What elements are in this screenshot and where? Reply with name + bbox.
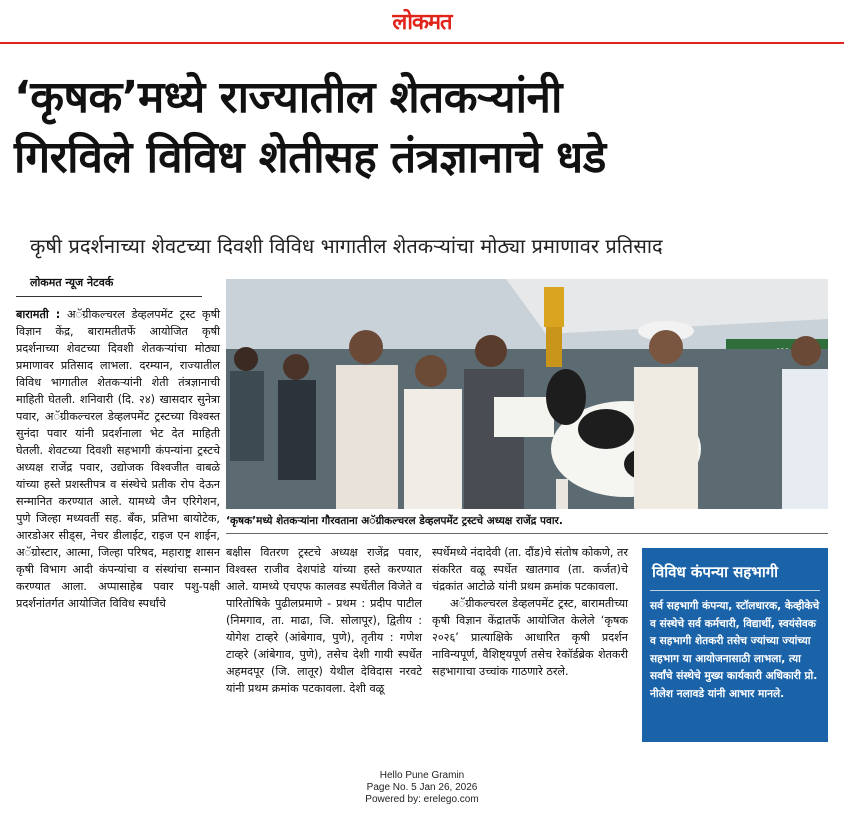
footer-page-info: Page No. 5 Jan 26, 2026 xyxy=(366,782,478,793)
page-footer xyxy=(0,770,844,806)
footer-powered-by: Powered by: erelego.com xyxy=(365,794,479,805)
headline-line-1: ‘कृषक’मध्ये राज्यातील शेतकऱ्यांनी xyxy=(14,72,562,123)
masthead xyxy=(0,0,844,40)
masthead-rule xyxy=(0,42,844,44)
dateline: बारामती : xyxy=(16,308,61,321)
article-column-3-paragraph-1: स्पर्धेमध्ये नंदादेवी (ता. दौंड)चे संतोष कोकणे, तर संकरित वळू स्पर्धेत खातगाव (ता. कर्जत)चे चंद्रकांत आटोळे यांनी प्रथम क्रमांक पटकावला. xyxy=(432,546,628,593)
byline: लोकमत न्यूज नेटवर्क xyxy=(30,276,114,289)
article-column-3 xyxy=(432,544,628,680)
headline xyxy=(14,68,834,188)
sidebar-box-rule xyxy=(650,590,820,591)
article-column-1-text: अॅग्रीकल्चरल डेव्हलपमेंट ट्रस्ट कृषी विज्ञान केंद्र, बारामतीतर्फे आयोजित कृषी प्रदर्शनाच्या शेवटच्या दिवशी शेतकऱ्यांचा मोठ्या प्रमाणावर प्रतिसाद लाभला. दरम्यान, राज्यातील विविध भागातील शेतकऱ्यांनी शेती तंत्रज्ञानाची माहिती घेतली. शनिवारी (दि. २४) खासदार सुनेत्रा पवार, अॅग्रीकल्चरल डेव्हलपमेंट ट्रस्टच्या विश्वस्त सुनंदा पवार यांनी प्रदर्शनाला भेट देत माहिती घेतली. शेवटच्या दिवशी सहभागी कंपन्यांना ट्रस्टचे अध्यक्ष राजेंद्र पवार, उद्योजक विश्वजीत वाबळे यांच्या हस्ते प्रशस्तीपत्र व संस्थेचे प्रतीक रोप देऊन सन्मानित करण्यात आले. यामध्ये जैन एरिगेशन, पुणे जिल्हा मध्यवर्ती सह. बँक, प्रतिभा बायोटेक, आरडोअर सीड्स, नेचर डीलाईट, राइज एन शाईन, अॅग्रोस्टार, आत्मा, जिल्हा परिषद, महाराष्ट्र शासन कृषी विभाग आदी कंपन्यांचा व संस्थांचा सन्मान करण्यात आला. अप्पासाहेब पवार पशु-पक्षी प्रदर्शनांतर्गत आयोजित विविध स्पर्धांचे xyxy=(16,308,221,610)
subheadline: कृषी प्रदर्शनाच्या शेवटच्या दिवशी विविध भागातील शेतकऱ्यांचा मोठ्या प्रमाणावर प्रतिसाद xyxy=(30,234,663,258)
byline-rule xyxy=(16,296,202,297)
footer-publication: Hello Pune Gramin xyxy=(379,770,465,781)
article-column-1 xyxy=(16,306,220,612)
sidebar-box xyxy=(642,548,828,742)
headline-line-2: गिरविले विविध शेतीसह तंत्रज्ञानाचे धडे xyxy=(14,132,606,183)
caption-rule xyxy=(226,533,828,534)
photo-caption: ‘कृषक’मध्ये शेतकऱ्यांना गौरवताना अॅग्रीकल्चरल डेव्हलपमेंट ट्रस्टचे अध्यक्ष राजेंद्र पवार. xyxy=(226,515,563,527)
newspaper-logo: लोकमत xyxy=(392,9,452,35)
sidebar-box-title: विविध कंपन्या सहभागी xyxy=(652,563,779,581)
news-photo-illustration xyxy=(226,279,828,509)
article-column-2: बक्षीस वितरण ट्रस्टचे अध्यक्ष राजेंद्र पवार, विश्वस्त राजीव देशपांडे यांच्या हस्ते करण्यात आले. यामध्ये एचएफ कालवड स्पर्धेतील विजेते व पारितोषिके पुढीलप्रमाणे - प्रथम : प्रदीप पाटील (निमगाव, ता. माढा, जि. सोलापूर), द्वितीय : योगेश टाव्हरे (आंबेगाव, पुणे), तृतीय : गणेश टाव्हरे (आंबेगाव, पुणे), तसेच देशी गायी स्पर्धेत अहमदपूर (जि. लातूर) येथील देविदास नरवटे यांनी प्रथम क्रमांक पटकावला. देशी वळू xyxy=(226,546,422,695)
news-photo xyxy=(226,279,828,509)
sidebar-box-text: सर्व सहभागी कंपन्या, स्टॉलधारक, केव्हीकेचे व संस्थेचे सर्व कर्मचारी, विद्यार्थी, स्वयंसेवक व सहभागी शेतकरी तसेच ज्यांच्या ज्यांच्या सहभाग या आयोजनासाठी लाभला, त्या सर्वांचे संस्थेचे मुख्य कार्यकारी अधिकारी प्रो. नीलेश नलावडे यांनी आभार मानले. xyxy=(650,600,820,700)
article-column-3-paragraph-2: अॅग्रीकल्चरल डेव्हलपमेंट ट्रस्ट, बारामतीच्या कृषी विज्ञान केंद्रातर्फे आयोजित केलेले ‘कृषक २०२६’ प्रात्याक्षिके आधारित कृषी प्रदर्शन नाविन्यपूर्ण, वैशिष्ट्यपूर्ण तसेच रेकॉर्डब्रेक शेतकरी सहभागाचा उच्चांक गाठणारे ठरले. xyxy=(432,597,628,678)
